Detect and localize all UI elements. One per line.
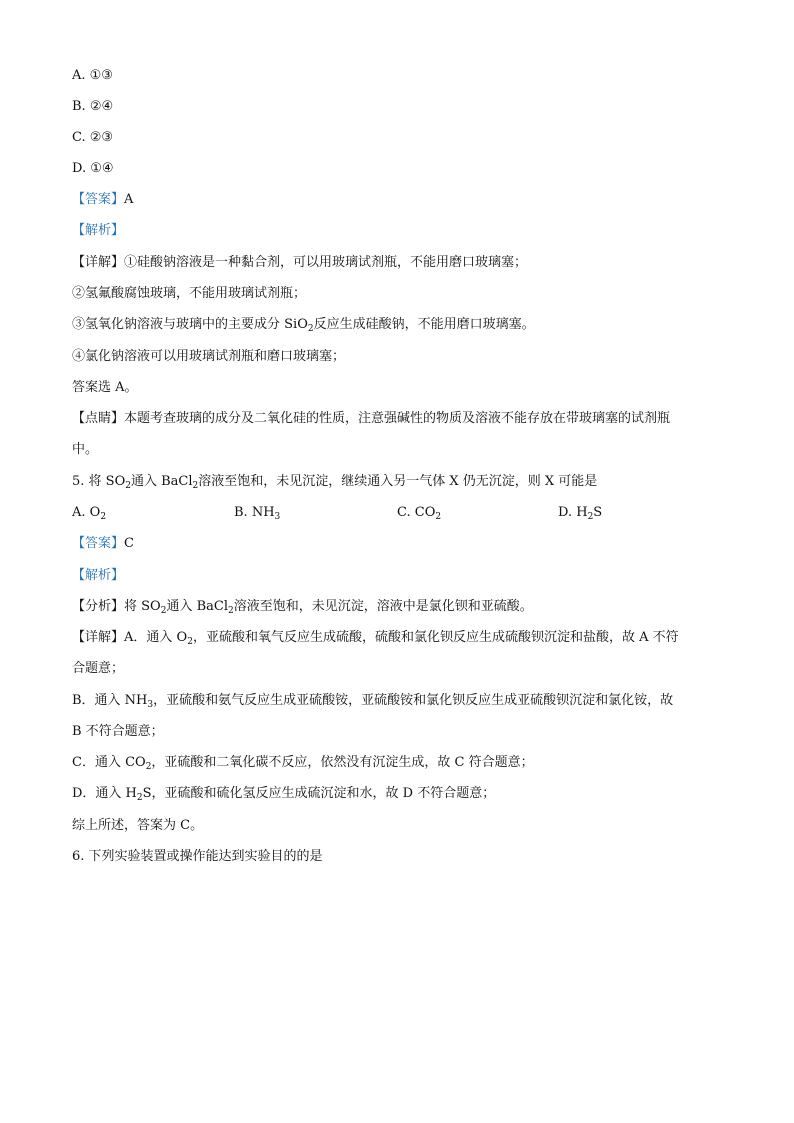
- text-fragment: D. ①④: [72, 161, 114, 176]
- text-fragment: 答案选 A。: [72, 380, 138, 395]
- section-tag: 【解析】: [72, 223, 125, 238]
- subscript: 2: [587, 512, 594, 522]
- subscript: 2: [307, 324, 314, 334]
- q4-detail-3: [72, 315, 535, 335]
- text-fragment: ，亚硫酸和氨气反应生成亚硫酸铵，亚硫酸铵和氯化钡反应生成亚硫酸钡沉淀和氯化铵，故: [153, 693, 674, 708]
- text-fragment: 合题意；: [72, 661, 125, 676]
- q5-detail-a-cont: [72, 659, 124, 679]
- subscript: 2: [228, 606, 234, 616]
- text-fragment: 【分析】: [72, 599, 125, 614]
- text-fragment: 综上所述，答案为 C。: [72, 818, 204, 833]
- q4-remark-1: [72, 409, 670, 429]
- text-fragment: 中。: [72, 442, 99, 457]
- detail-tag: 【详解】: [72, 255, 125, 270]
- answer-tag: 【答案】: [72, 536, 125, 551]
- q4-detail-2: [72, 284, 306, 304]
- q6-stem: [72, 847, 323, 867]
- q5-answer: [72, 534, 134, 554]
- text-fragment: C. CO: [397, 505, 436, 520]
- q4-detail-1: [72, 253, 527, 273]
- q4-option-b: [72, 97, 113, 117]
- subscript: 2: [145, 762, 152, 772]
- q5-detail-d: [72, 784, 495, 804]
- text-fragment: 6. 下列实验装置或操作能达到实验目的的是: [72, 849, 323, 864]
- text-fragment: B. NH: [234, 505, 275, 520]
- text-fragment: 溶液至饱和，未见沉淀，继续通入另一气体 X 仍无沉淀，则 X 可能是: [198, 474, 598, 489]
- q5-summary: [72, 816, 203, 836]
- text-fragment: 溶液至饱和，未见沉淀，溶液中是氯化钡和亚硫酸。: [233, 599, 533, 614]
- text-fragment: 将 SO: [124, 599, 161, 614]
- text-fragment: 【详解】: [72, 630, 125, 645]
- text-fragment: ，亚硫酸和二氧化碳不反应，依然没有沉淀生成，故 C 符合题意；: [151, 755, 534, 770]
- q5-option-b: [234, 503, 280, 523]
- text-fragment: S，亚硫酸和硫化氢反应生成硫沉淀和水，故 D 不符合题意；: [142, 786, 496, 801]
- q5-stem: [72, 472, 597, 492]
- text-fragment: A．通入 O: [124, 630, 188, 645]
- q4-detail-4: [72, 347, 345, 367]
- q4-analysis-heading: [72, 221, 124, 241]
- subscript: 2: [125, 481, 131, 491]
- text-fragment: S: [593, 505, 603, 520]
- text-fragment: 通入 BaCl: [130, 474, 193, 489]
- text-fragment: D．通入 H: [72, 786, 137, 801]
- remark-tag: 【点睛】: [72, 411, 125, 426]
- text-fragment: 通入 BaCl: [166, 599, 228, 614]
- q4-remark-2: [72, 440, 98, 460]
- subscript: 2: [136, 793, 143, 803]
- q4-answer: [72, 190, 133, 210]
- text-fragment: 反应生成硅酸钠，不能用磨口玻璃塞。: [313, 317, 535, 332]
- q5-analysis-heading: [72, 566, 124, 586]
- subscript: 2: [100, 512, 107, 522]
- text-fragment: 本题考查玻璃的成分及二氧化硅的性质，注意强碱性的物质及溶液不能存放在带玻璃塞的试剂瓶: [124, 411, 671, 426]
- q5-option-a: [72, 503, 106, 523]
- text-fragment: A. ①③: [72, 68, 113, 83]
- q4-conclusion: [72, 378, 138, 398]
- text-fragment: D. H: [558, 505, 588, 520]
- text-fragment: ③氢氧化钠溶液与玻璃中的主要成分 SiO: [72, 317, 308, 332]
- subscript: 2: [187, 637, 193, 647]
- text-fragment: 5. 将 SO: [72, 474, 126, 489]
- q4-option-c: [72, 128, 113, 148]
- text-fragment: A: [124, 192, 134, 207]
- text-fragment: B．通入 NH: [72, 693, 148, 708]
- subscript: 2: [435, 512, 442, 522]
- text-fragment: ④氯化钠溶液可以用玻璃试剂瓶和磨口玻璃塞；: [72, 349, 346, 364]
- section-tag: 【解析】: [72, 568, 125, 583]
- text-fragment: C. ②③: [72, 130, 114, 145]
- q5-detail-c: [72, 753, 534, 773]
- q5-fenxi: [72, 597, 533, 617]
- subscript: 3: [274, 512, 281, 522]
- subscript: 3: [147, 700, 154, 710]
- text-fragment: B. ②④: [72, 99, 114, 114]
- q5-option-d: [558, 503, 602, 523]
- text-fragment: B 不符合题意；: [72, 724, 164, 739]
- subscript: 2: [160, 606, 167, 616]
- q5-detail-a: [72, 628, 679, 648]
- subscript: 2: [192, 481, 199, 491]
- q5-detail-b-cont: [72, 722, 164, 742]
- answer-tag: 【答案】: [72, 192, 125, 207]
- q5-option-c: [397, 503, 441, 523]
- text-fragment: ①硅酸钠溶液是一种黏合剂，可以用玻璃试剂瓶，不能用磨口玻璃塞；: [124, 255, 528, 270]
- text-fragment: C．通入 CO: [72, 755, 146, 770]
- text-fragment: C: [124, 536, 134, 551]
- q4-option-d: [72, 159, 114, 179]
- q4-option-a: [72, 66, 113, 86]
- text-fragment: A. O: [72, 505, 101, 520]
- text-fragment: ②氢氟酸腐蚀玻璃，不能用玻璃试剂瓶；: [72, 286, 307, 301]
- q5-detail-b: [72, 691, 673, 711]
- text-fragment: ，亚硫酸和氧气反应生成硫酸，硫酸和氯化钡反应生成硫酸钡沉淀和盐酸，故 A 不符: [192, 630, 679, 645]
